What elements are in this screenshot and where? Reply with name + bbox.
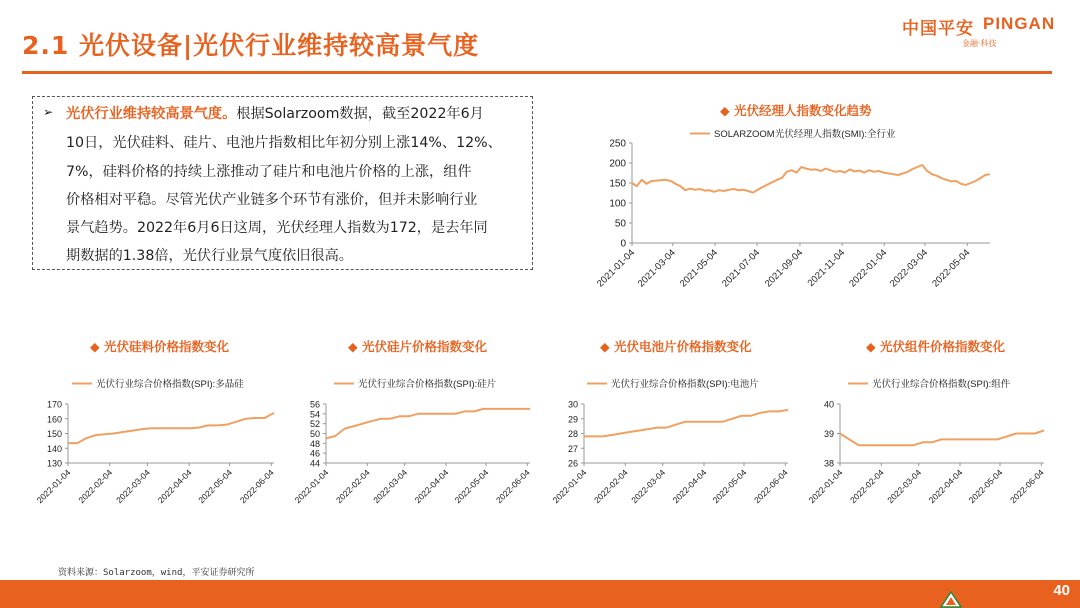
summary-line-5: 景气趋势。2022年6月6日这周，光伏经理人指数为172，是去年同 bbox=[66, 220, 488, 236]
summary-highlight: 光伏行业维持较高景气度。 bbox=[66, 106, 237, 122]
x-tick-label: 2022-06-04 bbox=[1007, 467, 1046, 506]
y-tick-label: 27 bbox=[567, 443, 578, 454]
chart-wafer bbox=[293, 378, 532, 505]
x-tick-label: 2022-04-04 bbox=[412, 467, 451, 506]
summary-text: 根据Solarzoom数据，截至2022年6月 bbox=[236, 106, 484, 122]
y-tick-label: 44 bbox=[309, 458, 320, 469]
summary-line-2: 10日，光伏硅料、硅片、电池片指数相比年初分别上涨14%、12%、 bbox=[66, 135, 502, 151]
y-tick-label: 54 bbox=[309, 409, 320, 420]
y-tick-label: 29 bbox=[567, 414, 578, 425]
x-tick-label: 2022-04-04 bbox=[926, 467, 965, 506]
y-tick-label: 46 bbox=[309, 448, 320, 459]
y-tick-label: 40 bbox=[823, 399, 834, 410]
y-tick-label: 26 bbox=[567, 458, 578, 469]
chart-title-polysilicon: ◆ 光伏硅料价格指数变化 bbox=[90, 339, 229, 354]
legend-label: 光伏行业综合价格指数(SPI):多晶硅 bbox=[96, 379, 244, 390]
x-tick-label: 2021-11-04 bbox=[805, 247, 848, 289]
y-tick-label: 39 bbox=[823, 429, 834, 439]
legend-label: 光伏行业综合价格指数(SPI):硅片 bbox=[358, 379, 497, 390]
chart-title-module: ◆ 光伏组件价格指数变化 bbox=[866, 339, 1005, 354]
series-line bbox=[584, 410, 788, 437]
x-tick-label: 2022-06-04 bbox=[493, 467, 532, 506]
x-tick-label: 2022-04-04 bbox=[670, 467, 709, 506]
arrow-bullet-icon: ➢ bbox=[43, 105, 54, 119]
chart-title-cell: ◆ 光伏电池片价格指数变化 bbox=[600, 339, 752, 354]
summary-line-6: 期数据的1.38倍，光伏行业景气度依旧很高。 bbox=[66, 248, 353, 264]
x-tick-label: 2022-05-04 bbox=[710, 467, 749, 506]
x-tick-label: 2022-04-04 bbox=[155, 467, 194, 506]
x-tick-label: 2021-05-04 bbox=[677, 247, 721, 290]
y-tick-label: 130 bbox=[46, 458, 62, 469]
footer-bar bbox=[0, 580, 1080, 608]
y-tick-label: 50 bbox=[614, 218, 626, 230]
x-tick-label: 2022-02-04 bbox=[333, 467, 372, 506]
source-note: 资料来源：Solarzoom，wind，平安证券研究所 bbox=[58, 568, 255, 578]
chart-polysilicon bbox=[35, 378, 276, 505]
x-tick-label: 2022-05-04 bbox=[930, 247, 973, 290]
legend-label: SOLARZOOM光伏经理人指数(SMI):全行业 bbox=[714, 129, 896, 140]
y-tick-label: 150 bbox=[46, 429, 62, 439]
x-tick-label: 2022-06-04 bbox=[237, 467, 276, 506]
x-tick-label: 2021-07-04 bbox=[720, 247, 763, 290]
x-tick-label: 2022-03-04 bbox=[114, 467, 152, 506]
chart-title-wafer: ◆ 光伏硅片价格指数变化 bbox=[348, 339, 487, 354]
chart-smi bbox=[595, 128, 990, 289]
y-tick-label: 28 bbox=[567, 429, 578, 439]
y-tick-label: 200 bbox=[609, 158, 626, 170]
chart-cell bbox=[551, 378, 790, 505]
y-tick-label: 0 bbox=[620, 238, 626, 250]
x-tick-label: 2021-03-04 bbox=[635, 247, 678, 290]
x-tick-label: 2022-01-04 bbox=[847, 247, 890, 290]
page-title: 2.1 光伏设备|光伏行业维持较高景气度 bbox=[22, 31, 480, 60]
chart-module bbox=[807, 378, 1046, 505]
x-tick-label: 2022-03-04 bbox=[885, 467, 924, 506]
y-tick-label: 150 bbox=[609, 178, 626, 190]
x-tick-label: 2021-09-04 bbox=[762, 247, 806, 290]
x-tick-label: 2022-03-04 bbox=[371, 467, 410, 506]
x-tick-label: 2022-05-04 bbox=[966, 467, 1005, 506]
brand-logo-cn: 中国平安 bbox=[902, 19, 974, 39]
summary-line-3: 7%，硅料价格的持续上涨推动了硅片和电池片价格的上涨，组件 bbox=[66, 164, 472, 180]
y-tick-label: 30 bbox=[567, 399, 578, 410]
chart-title-smi: ◆ 光伏经理人指数变化趋势 bbox=[720, 103, 872, 118]
page-number: 40 bbox=[1053, 582, 1070, 599]
x-tick-label: 2022-01-04 bbox=[34, 467, 73, 506]
y-tick-label: 160 bbox=[46, 414, 62, 425]
brand-slogan: 金融·科技 bbox=[962, 39, 997, 48]
x-tick-label: 2022-03-04 bbox=[888, 247, 931, 290]
summary-line-4: 价格相对平稳。尽管光伏产业链多个环节有涨价，但并未影响行业 bbox=[66, 192, 478, 208]
legend-label: 光伏行业综合价格指数(SPI):组件 bbox=[872, 379, 1011, 390]
x-tick-label: 2022-01-04 bbox=[292, 467, 331, 506]
footer-logo-icon bbox=[940, 591, 962, 608]
y-tick-label: 52 bbox=[309, 419, 320, 430]
y-tick-label: 250 bbox=[609, 138, 626, 150]
x-tick-label: 2022-06-04 bbox=[751, 467, 790, 506]
x-tick-label: 2022-03-04 bbox=[629, 467, 668, 506]
x-tick-label: 2022-01-04 bbox=[550, 467, 589, 506]
series-line bbox=[326, 409, 530, 439]
y-tick-label: 50 bbox=[309, 429, 320, 439]
x-tick-label: 2022-05-04 bbox=[196, 467, 234, 506]
y-tick-label: 170 bbox=[46, 399, 62, 410]
y-tick-label: 38 bbox=[823, 458, 834, 469]
x-tick-label: 2021-01-04 bbox=[594, 247, 638, 290]
brand-logo-en: PINGAN bbox=[983, 14, 1056, 33]
legend-label: 光伏行业综合价格指数(SPI):电池片 bbox=[611, 379, 759, 390]
x-tick-label: 2022-02-04 bbox=[847, 467, 886, 506]
series-line bbox=[632, 165, 990, 193]
x-tick-label: 2022-02-04 bbox=[76, 467, 115, 506]
series-line bbox=[68, 413, 274, 443]
x-tick-label: 2022-02-04 bbox=[591, 467, 630, 506]
x-tick-label: 2022-01-04 bbox=[806, 467, 845, 506]
x-tick-label: 2022-05-04 bbox=[452, 467, 491, 506]
series-line bbox=[840, 431, 1044, 446]
y-tick-label: 48 bbox=[309, 438, 320, 449]
y-tick-label: 100 bbox=[609, 198, 626, 210]
y-tick-label: 56 bbox=[309, 399, 320, 410]
y-tick-label: 140 bbox=[46, 443, 62, 454]
